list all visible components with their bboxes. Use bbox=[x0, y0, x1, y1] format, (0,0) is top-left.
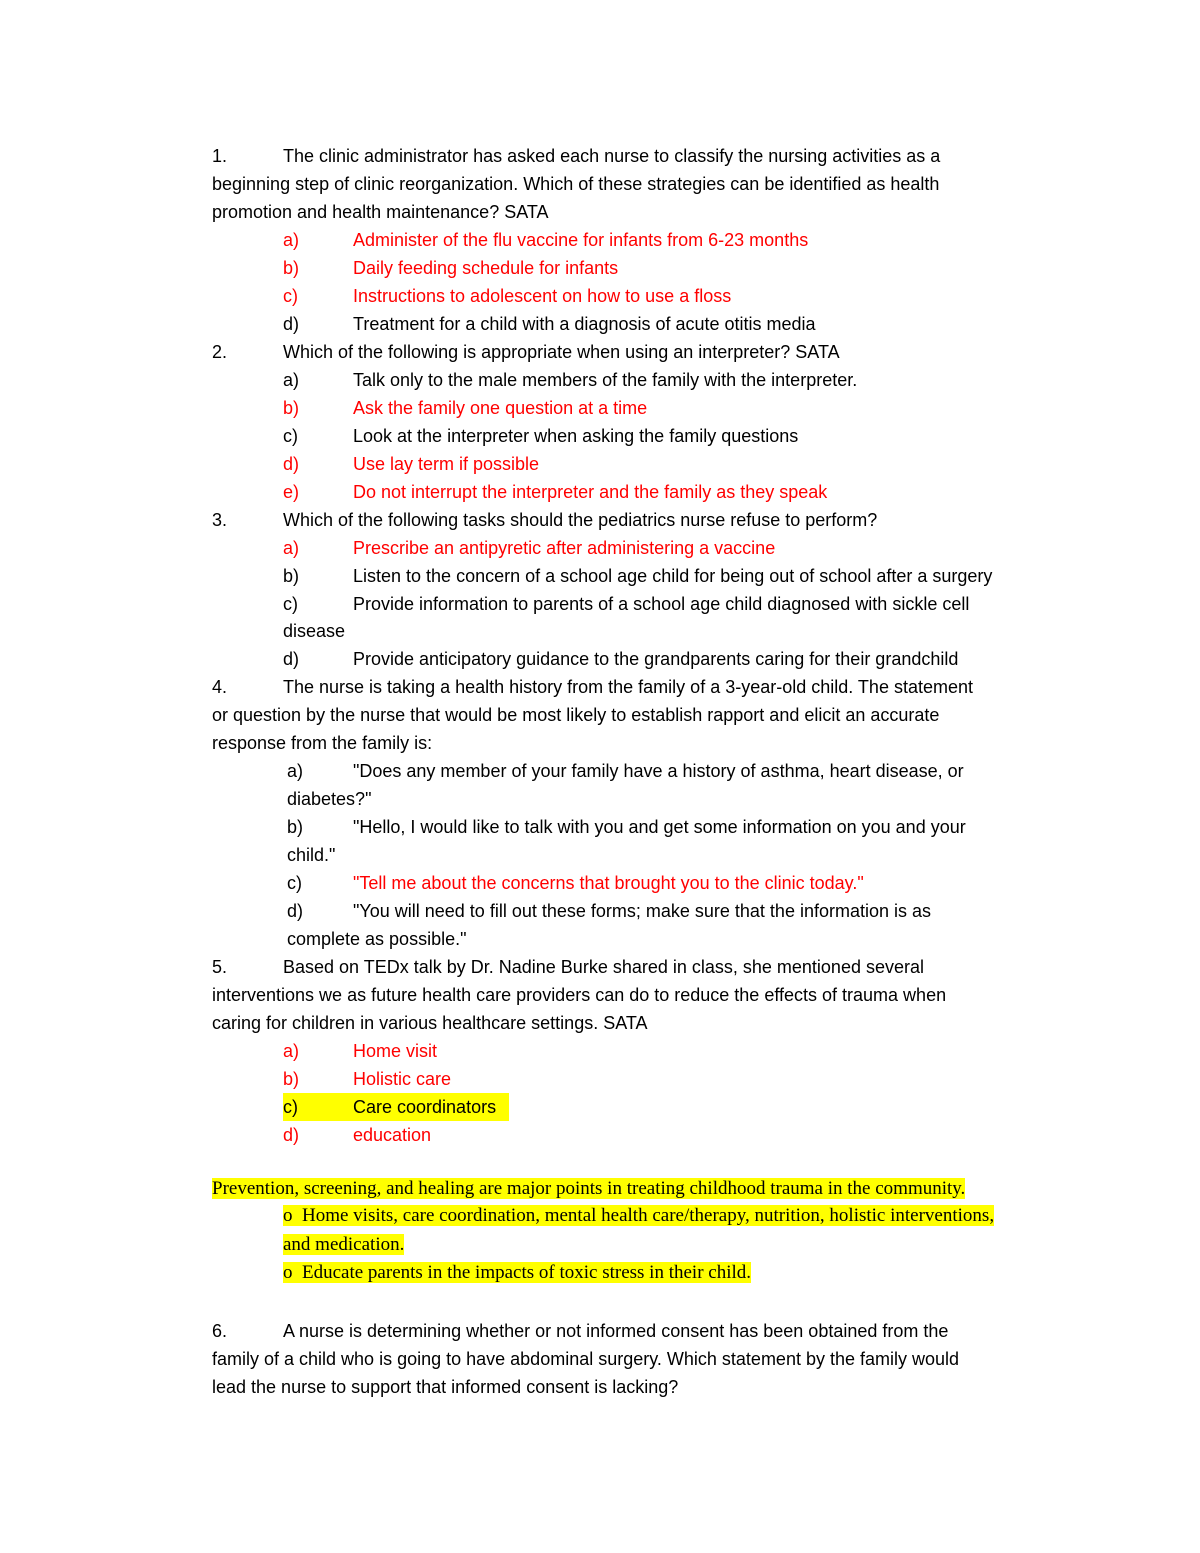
q5-option-b-letter: b) bbox=[283, 1069, 300, 1089]
bullet-marker-icon: o bbox=[283, 1205, 293, 1226]
q4-option-d-continuation: complete as possible." bbox=[287, 929, 467, 949]
q4-option-a-letter: a) bbox=[287, 761, 304, 781]
q1-option-a-text: Administer of the flu vaccine for infants from 6-23 months bbox=[353, 230, 809, 250]
q1-number: 1. bbox=[212, 146, 228, 166]
q2-option-a-text: Talk only to the male members of the family with the interpreter. bbox=[353, 370, 858, 390]
q6-number: 6. bbox=[212, 1321, 228, 1341]
q4-stem-line2: or question by the nurse that would be most likely to establish rapport and elicit an accurate bbox=[212, 705, 940, 725]
q4-option-c-text: "Tell me about the concerns that brought you to the clinic today." bbox=[353, 873, 864, 893]
q2-option-c-letter: c) bbox=[283, 426, 298, 446]
q4-option-d-letter: d) bbox=[287, 901, 304, 921]
q5-option-a-letter: a) bbox=[283, 1041, 300, 1061]
q5-stem-line3: caring for children in various healthcare settings. SATA bbox=[212, 1013, 648, 1033]
note-heading: Prevention, screening, and healing are major points in treating childhood trauma in the community. bbox=[212, 1178, 966, 1199]
q5-stem-line2: interventions we as future health care providers can do to reduce the effects of trauma when bbox=[212, 985, 947, 1005]
q1-stem-line2: beginning step of clinic reorganization. Which of these strategies can be identified as health bbox=[212, 174, 940, 194]
q5-option-a-text: Home visit bbox=[353, 1041, 438, 1061]
q2-stem-line1: Which of the following is appropriate when using an interpreter? SATA bbox=[283, 342, 840, 362]
q5-option-d-letter: d) bbox=[283, 1125, 300, 1145]
q3-option-d-letter: d) bbox=[283, 649, 300, 669]
q3-option-c-letter: c) bbox=[283, 594, 298, 614]
q2-option-d-text: Use lay term if possible bbox=[353, 454, 540, 474]
q5-option-b-text: Holistic care bbox=[353, 1069, 452, 1089]
q2-option-e-text: Do not interrupt the interpreter and the family as they speak bbox=[353, 482, 828, 502]
q1-option-d-text: Treatment for a child with a diagnosis of acute otitis media bbox=[353, 314, 816, 334]
q4-number: 4. bbox=[212, 677, 228, 697]
q1-option-b-letter: b) bbox=[283, 258, 300, 278]
q3-number: 3. bbox=[212, 510, 228, 530]
q5-number: 5. bbox=[212, 957, 228, 977]
q2-option-a-letter: a) bbox=[283, 370, 300, 390]
q5-option-d-text: education bbox=[353, 1125, 432, 1145]
q4-option-a-continuation: diabetes?" bbox=[287, 789, 372, 809]
q2-number: 2. bbox=[212, 342, 228, 362]
q4-option-d-text: "You will need to fill out these forms; make sure that the information is as bbox=[353, 901, 932, 921]
q2-option-d-letter: d) bbox=[283, 454, 300, 474]
note-bullet-1-continuation: and medication. bbox=[283, 1234, 405, 1255]
q4-stem-line3: response from the family is: bbox=[212, 733, 433, 753]
q4-option-b-text: "Hello, I would like to talk with you and get some information on you and your bbox=[353, 817, 966, 837]
note-bullet-2: o Educate parents in the impacts of toxic stress in their child. bbox=[283, 1262, 752, 1283]
q1-option-c-letter: c) bbox=[283, 286, 298, 306]
note-bullet-1: o Home visits, care coordination, mental health care/therapy, nutrition, holistic interventions, bbox=[283, 1205, 995, 1226]
q1-stem-line1: The clinic administrator has asked each nurse to classify the nursing activities as a bbox=[283, 146, 941, 166]
q3-option-a-letter: a) bbox=[283, 538, 300, 558]
q5-option-c-highlight bbox=[283, 1093, 509, 1121]
q4-option-a-text: "Does any member of your family have a history of asthma, heart disease, or bbox=[353, 761, 964, 781]
q2-option-b-text: Ask the family one question at a time bbox=[353, 398, 648, 418]
q5-stem-line1: Based on TEDx talk by Dr. Nadine Burke shared in class, she mentioned several bbox=[283, 957, 924, 977]
q6-stem-line3: lead the nurse to support that informed consent is lacking? bbox=[212, 1377, 679, 1397]
q3-option-a-text: Prescribe an antipyretic after administering a vaccine bbox=[353, 538, 776, 558]
q1-option-a-letter: a) bbox=[283, 230, 300, 250]
q1-stem-line3: promotion and health maintenance? SATA bbox=[212, 202, 549, 222]
q3-option-d-text: Provide anticipatory guidance to the grandparents caring for their grandchild bbox=[353, 649, 959, 669]
q4-stem-line1: The nurse is taking a health history from the family of a 3-year-old child. The statement bbox=[283, 677, 973, 697]
q1-option-d-letter: d) bbox=[283, 314, 300, 334]
q4-option-b-continuation: child." bbox=[287, 845, 336, 865]
q3-option-c-text: Provide information to parents of a school age child diagnosed with sickle cell bbox=[353, 594, 970, 614]
q2-option-e-letter: e) bbox=[283, 482, 300, 502]
q3-option-c-continuation: disease bbox=[283, 621, 346, 641]
q1-option-b-text: Daily feeding schedule for infants bbox=[353, 258, 619, 278]
q3-stem-line1: Which of the following tasks should the pediatrics nurse refuse to perform? bbox=[283, 510, 878, 530]
q6-stem-line2: family of a child who is going to have abdominal surgery. Which statement by the family would bbox=[212, 1349, 960, 1369]
q3-option-b-text: Listen to the concern of a school age child for being out of school after a surgery bbox=[353, 566, 993, 586]
bullet-marker-icon: o bbox=[283, 1262, 293, 1283]
q1-option-c-text: Instructions to adolescent on how to use a floss bbox=[353, 286, 732, 306]
q2-option-b-letter: b) bbox=[283, 398, 300, 418]
q2-option-c-text: Look at the interpreter when asking the family questions bbox=[353, 426, 799, 446]
q3-option-b-letter: b) bbox=[283, 566, 300, 586]
q4-option-b-letter: b) bbox=[287, 817, 304, 837]
q4-option-c-letter: c) bbox=[287, 873, 302, 893]
q5-option-c-text: Care coordinators bbox=[353, 1097, 497, 1117]
q5-option-c-letter: c) bbox=[283, 1097, 298, 1117]
q6-stem-line1: A nurse is determining whether or not informed consent has been obtained from the bbox=[283, 1321, 949, 1341]
